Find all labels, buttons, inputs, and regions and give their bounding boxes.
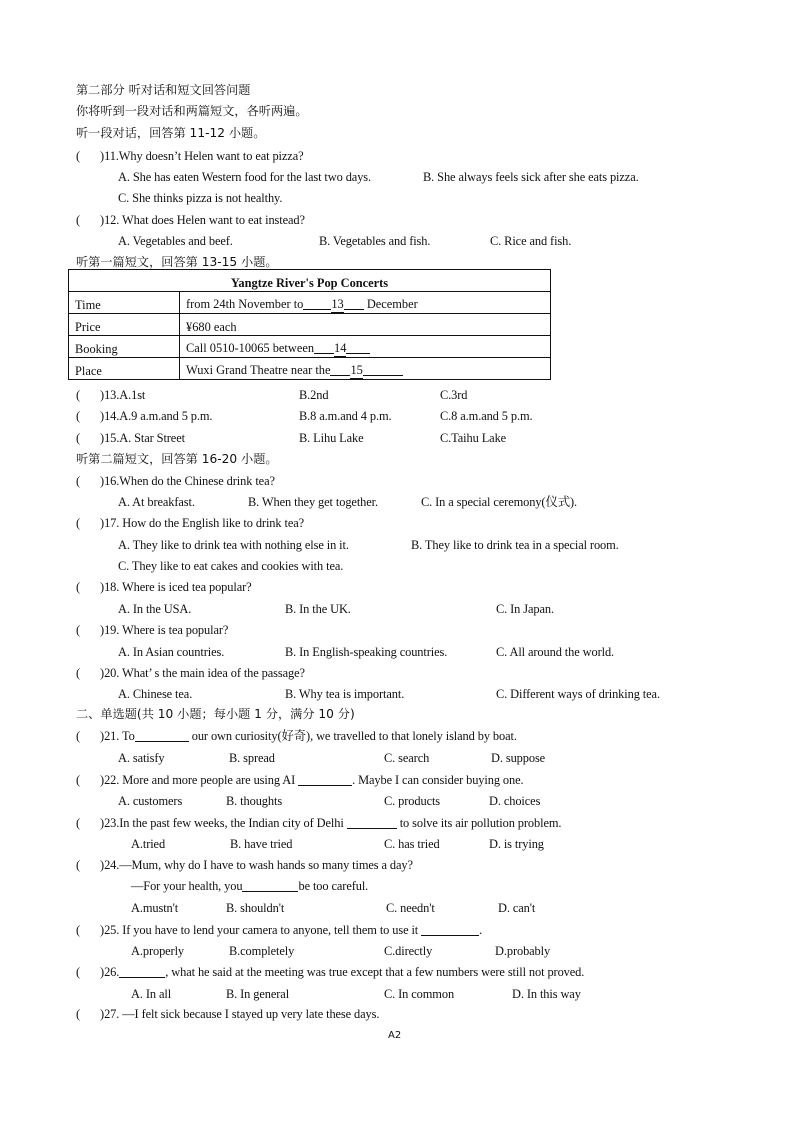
option-16a: A. At breakfast. <box>118 495 195 509</box>
option-13c: C.3rd <box>440 388 468 402</box>
option-13b: B.2nd <box>299 388 329 402</box>
option-22b: B. thoughts <box>226 794 283 808</box>
question-15: ( )15.A. Star Street <box>76 431 185 445</box>
option-23b: B. have tried <box>230 837 293 851</box>
option-20b: B. Why tea is important. <box>285 687 405 701</box>
option-16b: B. When they get together. <box>248 495 378 509</box>
question-18: ( )18. Where is iced tea popular? <box>76 580 252 594</box>
option-12c: C. Rice and fish. <box>490 234 572 248</box>
blank-15: 15 <box>350 363 363 377</box>
option-25b: B.completely <box>229 944 295 958</box>
question-11: ( )11.Why doesn’t Helen want to eat pizza? <box>76 149 304 163</box>
option-17a: A. They like to drink tea with nothing else in it. <box>118 538 349 552</box>
question-26: ( )26. , what he said at the meeting was true except that a few numbers were still not proved. <box>76 965 585 979</box>
section-header: 第二部分 听对话和短文回答问题 <box>76 83 251 97</box>
option-21c: C. search <box>384 751 430 765</box>
option-20c: C. Different ways of drinking tea. <box>496 687 660 701</box>
question-13: ( )13.A.1st <box>76 388 146 402</box>
option-25a: A.properly <box>131 944 185 958</box>
option-18c: C. In Japan. <box>496 602 554 616</box>
question-19: ( )19. Where is tea popular? <box>76 623 229 637</box>
option-11b: B. She always feels sick after she eats pizza. <box>423 170 639 184</box>
passage1-intro: 听第一篇短文，回答第 13-15 小题。 <box>76 255 278 269</box>
option-24d: D. can't <box>498 901 536 915</box>
option-25c: C.directly <box>384 944 433 958</box>
section-instruction: 你将听到一段对话和两篇短文，各听两遍。 <box>76 104 308 118</box>
question-17: ( )17. How do the English like to drink tea? <box>76 516 305 530</box>
concert-table <box>68 269 551 380</box>
blank-14: 14 <box>334 341 347 355</box>
option-21d: D. suppose <box>491 751 546 765</box>
option-24a: A.mustn't <box>131 901 179 915</box>
option-26d: D. In this way <box>512 987 581 1001</box>
option-25d: D.probably <box>495 944 551 958</box>
option-14c: C.8 a.m.and 5 p.m. <box>440 409 533 423</box>
question-16: ( )16.When do the Chinese drink tea? <box>76 474 275 488</box>
table-title: Yangtze River's Pop Concerts <box>69 270 551 292</box>
option-15b: B. Lihu Lake <box>299 431 364 445</box>
option-21b: B. spread <box>229 751 275 765</box>
option-20a: A. Chinese tea. <box>118 687 193 701</box>
table-row: Price ¥680 each <box>69 314 551 336</box>
option-19a: A. In Asian countries. <box>118 645 225 659</box>
section-single-choice: 二、单选题(共 10 小题；每小题 1 分，满分 10 分) <box>76 707 355 721</box>
page-number: A2 <box>388 1030 402 1041</box>
option-11c: C. She thinks pizza is not healthy. <box>118 191 283 205</box>
option-23a: A.tried <box>131 837 166 851</box>
option-22c: C. products <box>384 794 441 808</box>
option-19c: C. All around the world. <box>496 645 615 659</box>
option-17b: B. They like to drink tea in a special room. <box>411 538 619 552</box>
option-26c: C. In common <box>384 987 455 1001</box>
question-24-reply: —For your health, you be too careful. <box>131 879 369 893</box>
option-21a: A. satisfy <box>118 751 165 765</box>
table-row: Booking Call 0510-10065 between 14 <box>69 336 551 358</box>
option-14b: B.8 a.m.and 4 p.m. <box>299 409 392 423</box>
passage2-intro: 听第二篇短文，回答第 16-20 小题。 <box>76 452 278 466</box>
option-24c: C. needn't <box>386 901 435 915</box>
option-12a: A. Vegetables and beef. <box>118 234 233 248</box>
dialogue-intro: 听一段对话，回答第 11-12 小题。 <box>76 126 266 140</box>
option-26a: A. In all <box>131 987 172 1001</box>
option-12b: B. Vegetables and fish. <box>319 234 431 248</box>
table-row: Place Wuxi Grand Theatre near the 15 <box>69 358 551 380</box>
blank-13: 13 <box>331 297 344 311</box>
option-16c: C. In a special ceremony(仪式). <box>421 495 578 509</box>
option-15c: C.Taihu Lake <box>440 431 507 445</box>
question-24: ( )24.—Mum, why do I have to wash hands so many times a day? <box>76 858 413 872</box>
option-26b: B. In general <box>226 987 290 1001</box>
table-row: Time from 24th November to 13 December <box>69 292 551 314</box>
option-23d: D. is trying <box>489 837 544 851</box>
question-23: ( )23.In the past few weeks, the Indian city of Delhi to solve its air pollution problem. <box>76 816 562 830</box>
option-17c: C. They like to eat cakes and cookies with tea. <box>118 559 344 573</box>
option-24b: B. shouldn't <box>226 901 285 915</box>
question-21: ( )21. To our own curiosity(好奇), we travelled to that lonely island by boat. <box>76 729 517 743</box>
option-11a: A. She has eaten Western food for the last two days. <box>118 170 372 184</box>
option-19b: B. In English-speaking countries. <box>285 645 448 659</box>
question-27: ( )27. —I felt sick because I stayed up very late these days. <box>76 1007 380 1021</box>
question-22: ( )22. More and more people are using AI . Maybe I can consider buying one. <box>76 773 524 787</box>
question-20: ( )20. What’ s the main idea of the passage? <box>76 666 305 680</box>
question-14: ( )14.A.9 a.m.and 5 p.m. <box>76 409 213 423</box>
option-18a: A. In the USA. <box>118 602 192 616</box>
option-18b: B. In the UK. <box>285 602 351 616</box>
option-22a: A. customers <box>118 794 183 808</box>
option-22d: D. choices <box>489 794 541 808</box>
question-12: ( )12. What does Helen want to eat instead? <box>76 213 305 227</box>
option-23c: C. has tried <box>384 837 440 851</box>
question-25: ( )25. If you have to lend your camera to anyone, tell them to use it . <box>76 923 483 937</box>
